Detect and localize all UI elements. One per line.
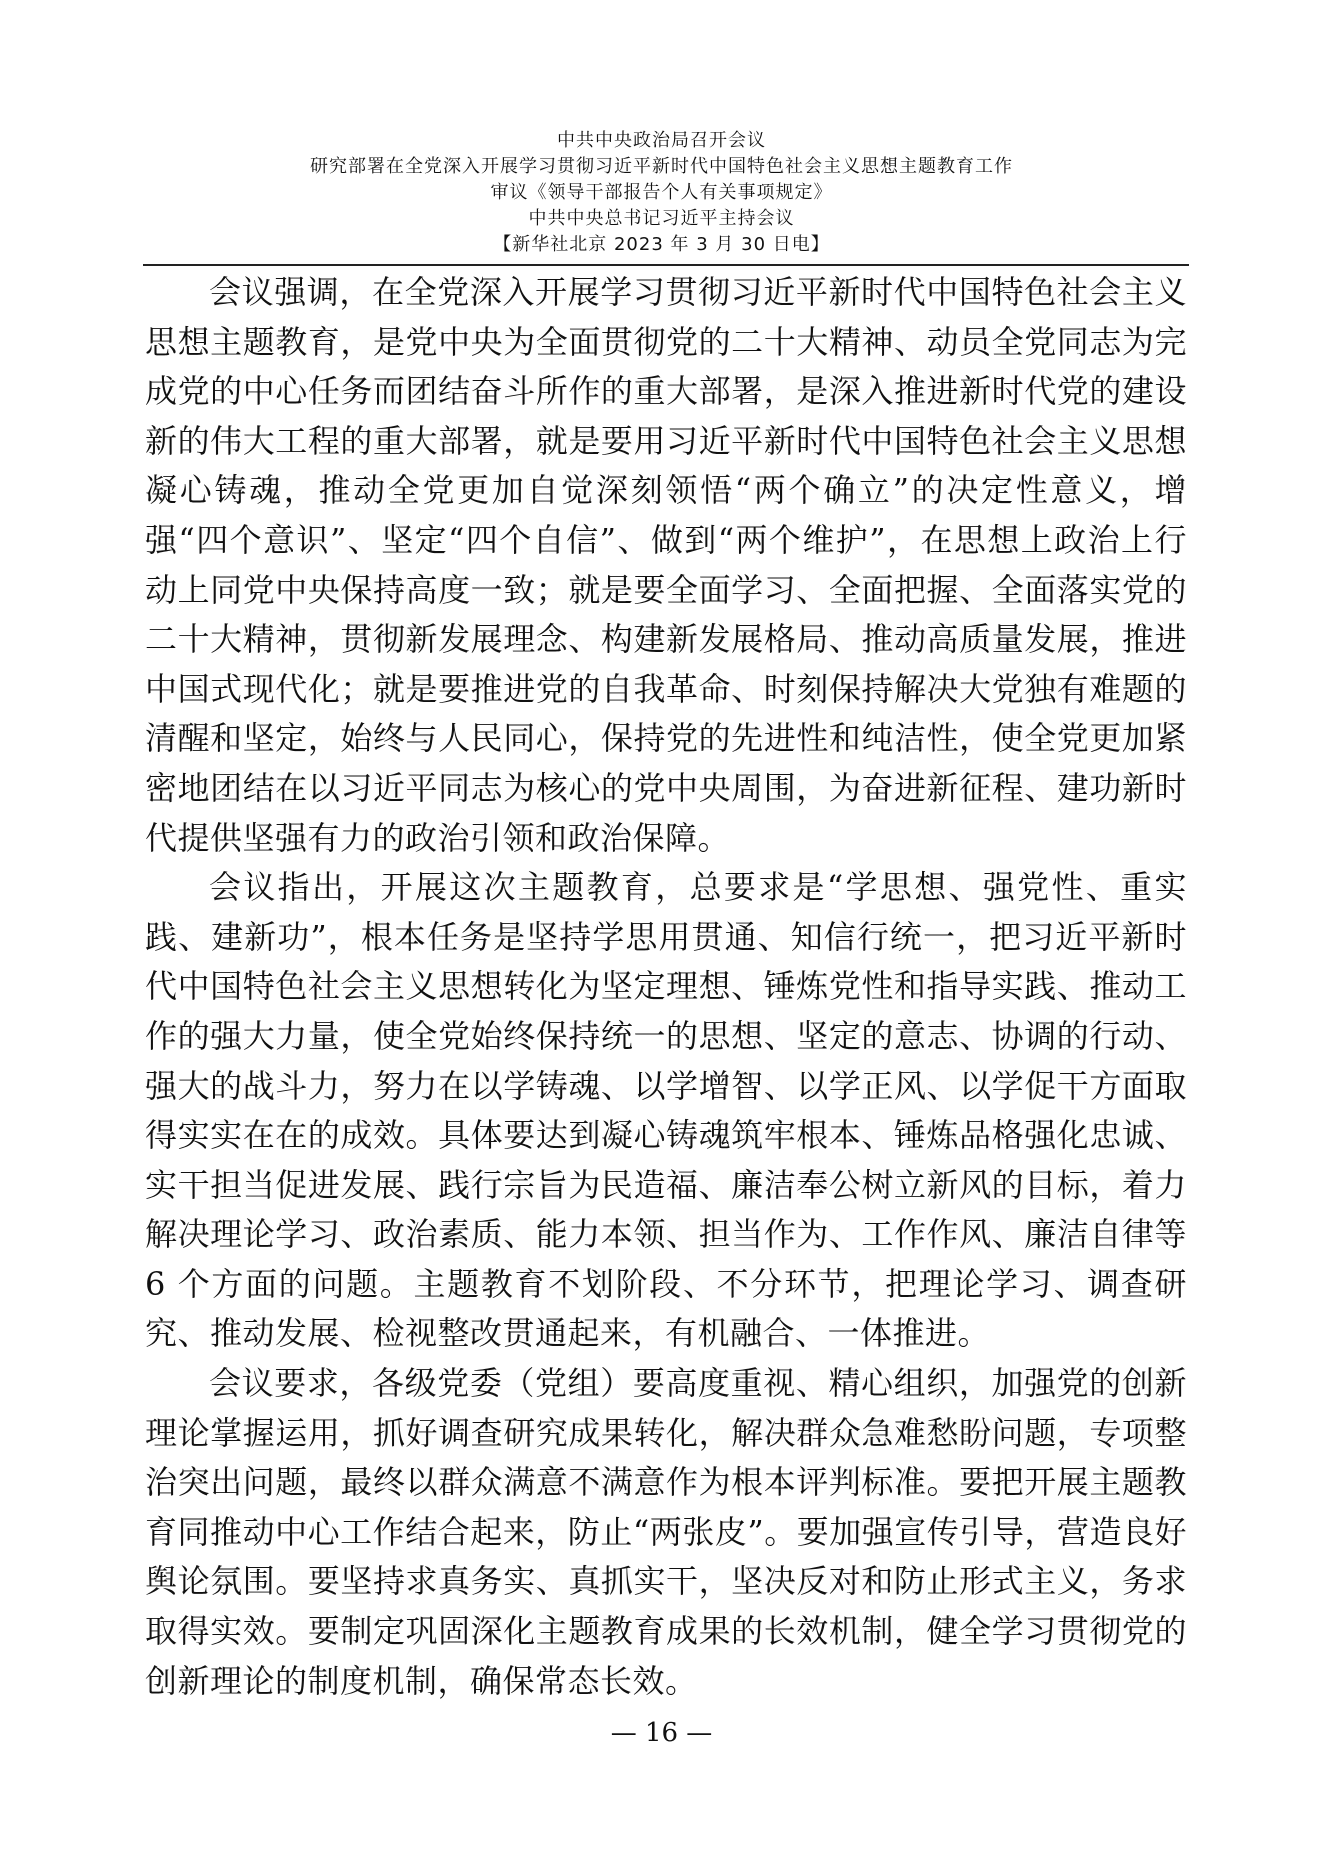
- article-body: [145, 268, 1187, 1706]
- paragraph-2: 会议指出，开展这次主题教育，总要求是“学思想、强党性、重实践、建新功”，根本任务是坚持学思用贯通、知信行统一，把习近平新时代中国特色社会主义思想转化为坚定理想、锤炼党性和指导实践、推动工作的强大力量，使全党始终保持统一的思想、坚定的意志、协调的行动、强大的战斗力，努力在以学铸魂、以学增智、以学正风、以学促干方面取得实实在在的成效。具体要达到凝心铸魂筑牢根本、锤炼品格强化忠诚、实干担当促进发展、践行宗旨为民造福、廉洁奉公树立新风的目标，着力解决理论学习、政治素质、能力本领、担当作为、工作作风、廉洁自律等 6 个方面的问题。主题教育不划阶段、不分环节，把理论学习、调查研究、推动发展、检视整改贯通起来，有机融合、一体推进。: [145, 868, 1187, 1353]
- header-presider: 中共中央总书记习近平主持会议: [528, 208, 795, 229]
- paragraph-1: 会议强调，在全党深入开展学习贯彻习近平新时代中国特色社会主义思想主题教育，是党中央为全面贯彻党的二十大精神、动员全党同志为完成党的中心任务而团结奋斗所作的重大部署，是深入推进新时代党的建设新的伟大工程的重大部署，就是要用习近平新时代中国特色社会主义思想凝心铸魂，推动全党更加自觉深刻领悟“两个确立”的决定性意义，增强“四个意识”、坚定“四个自信”、做到“两个维护”，在思想上政治上行动上同党中央保持高度一致；就是要全面学习、全面把握、全面落实党的二十大精神，贯彻新发展理念、构建新发展格局、推动高质量发展，推进中国式现代化；就是要推进党的自我革命、时刻保持解决大党独有难题的清醒和坚定，始终与人民同心，保持党的先进性和纯洁性，使全党更加紧密地团结在以习近平同志为核心的党中央周围，为奋进新征程、建功新时代提供坚强有力的政治引领和政治保障。: [145, 273, 1187, 857]
- news-header: [0, 128, 1323, 258]
- header-headline: 中共中央政治局召开会议: [557, 130, 766, 151]
- header-subheadline: 研究部署在全党深入开展学习贯彻习近平新时代中国特色社会主义思想主题教育工作: [310, 156, 1013, 177]
- header-divider: [143, 264, 1189, 266]
- page-number: — 16 —: [610, 1718, 713, 1748]
- paragraph-3: 会议要求，各级党委（党组）要高度重视、精心组织，加强党的创新理论掌握运用，抓好调查研究成果转化，解决群众急难愁盼问题，专项整治突出问题，最终以群众满意不满意作为根本评判标准。要把开展主题教育同推动中心工作结合起来，防止“两张皮”。要加强宣传引导，营造良好舆论氛围。要坚持求真务实、真抓实干，坚决反对和防止形式主义，务求取得实效。要制定巩固深化主题教育成果的长效机制，健全学习贯彻党的创新理论的制度机制，确保常态长效。: [145, 1364, 1187, 1700]
- header-dateline: 【新华社北京 2023 年 3 月 30 日电】: [493, 234, 830, 255]
- header-subheadline-2: 审议《领导干部报告个人有关事项规定》: [490, 182, 833, 203]
